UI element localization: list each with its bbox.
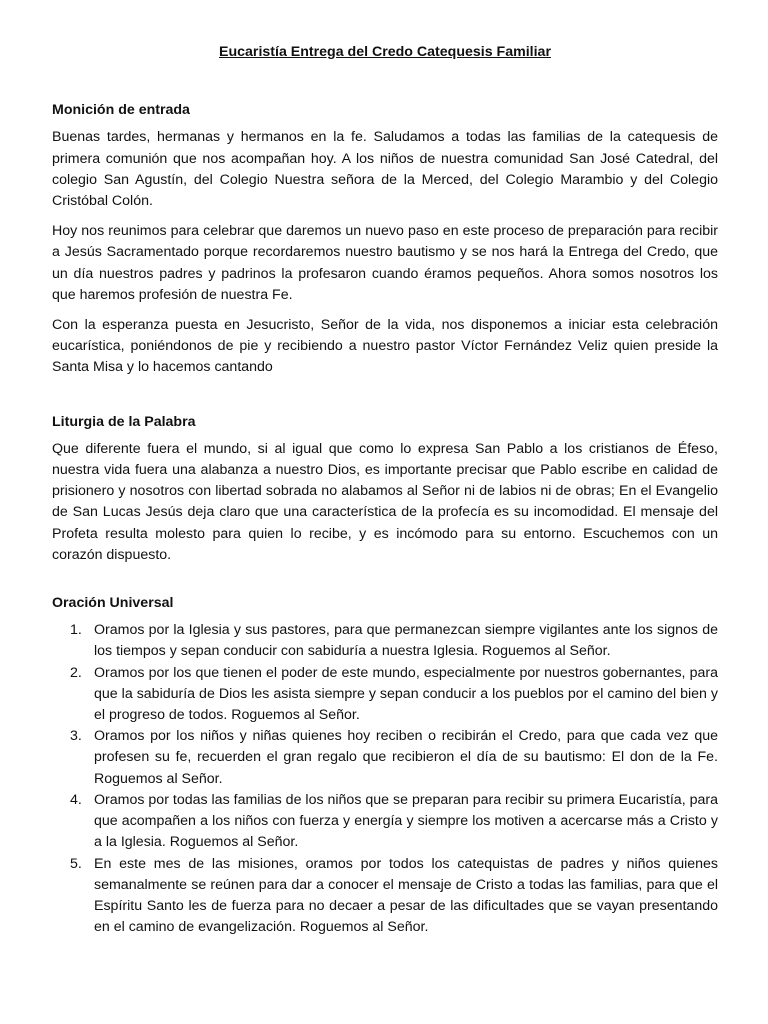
list-item bbox=[52, 663, 718, 727]
list-item-number: 2. bbox=[70, 664, 82, 681]
list-item-text: Oramos por todas las familias de los niños que se preparan para recibir su primera Eucaristía, para que acompañen a los niños con fuerza y energía y siempre los motiven a acercarse más a Cristo y a la Iglesia. Roguemos al Señor. bbox=[94, 791, 718, 851]
section-liturgia bbox=[52, 412, 718, 566]
list-item-number: 1. bbox=[70, 622, 82, 639]
section-heading-liturgia: Liturgia de la Palabra bbox=[52, 413, 196, 430]
list-item bbox=[52, 726, 718, 790]
list-item-number: 5. bbox=[70, 855, 82, 872]
list-item-text: Oramos por los niños y niñas quienes hoy reciben o recibirán el Credo, para que cada vez que profesen su fe, recuerden el gran regalo que recibieron el día de su bautismo: El don de la Fe. Roguemos al Señor. bbox=[94, 728, 718, 787]
paragraph: Con la esperanza puesta en Jesucristo, Señor de la vida, nos disponemos a iniciar esta celebración eucarística, poniéndonos de pie y recibiendo a nuestro pastor Víctor Fernández Veliz quien preside la Santa Misa y lo hacemos cantando bbox=[52, 317, 718, 376]
list-item bbox=[52, 790, 718, 854]
section-oracion bbox=[52, 593, 718, 938]
spacer bbox=[52, 575, 718, 593]
list-item-text: Oramos por los que tienen el poder de este mundo, especialmente por nuestros gobernantes, para que la sabiduría de Dios les asista siempre y sepan conducir a los pueblos por el camino del bien y el progreso de todos. Roguemos al Señor. bbox=[94, 664, 718, 724]
section-heading-monicion: Monición de entrada bbox=[52, 102, 190, 119]
list-item-number: 3. bbox=[70, 728, 82, 745]
prayer-list bbox=[52, 620, 718, 938]
document-page bbox=[52, 42, 718, 938]
section-heading-oracion: Oración Universal bbox=[52, 595, 174, 612]
list-item bbox=[52, 620, 718, 662]
paragraph: Que diferente fuera el mundo, si al igual que como lo expresa San Pablo a los cristianos de Éfeso, nuestra vida fuera una alabanza a nuestro Dios, es importante precisar que Pablo escribe en calidad de prisionero y nosotros con libertad sobrada no alabamos al Señor ni de labios ni de obras; En el Evangelio de San Lucas Jesús deja claro que una característica de la profecía es su incomodidad. El mensaje del Profeta resulta molesto para quien lo recibe, y es incómodo para su entorno. Escuchemos con un corazón dispuesto. bbox=[52, 440, 718, 563]
paragraph: Buenas tardes, hermanas y hermanos en la fe. Saludamos a todas las familias de la catequesis de primera comunión que nos acompañan hoy. A los niños de nuestra comunidad San José Catedral, del colegio San Agustín, del Colegio Nuestra señora de la Merced, del Colegio Marambio y del Colegio Cristóbal Colón. bbox=[52, 129, 718, 210]
spacer bbox=[52, 388, 718, 412]
section-monicion bbox=[52, 100, 718, 378]
list-item-text: En este mes de las misiones, oramos por todos los catequistas de padres y niños quienes semanalmente se reúnen para dar a conocer el mensaje de Cristo a todas las familias, para que el Espíritu Santo les de fuerza para no decaer a pesar de las dificultades que se vayan presentando en el camino de evangelización. Roguemos al Señor. bbox=[94, 855, 718, 936]
list-item-text: Oramos por la Iglesia y sus pastores, para que permanezcan siempre vigilantes ante los signos de los tiempos y sepan conducir con sabiduría a nuestra Iglesia. Roguemos al Señor. bbox=[94, 622, 718, 660]
list-item bbox=[52, 854, 718, 939]
paragraph: Hoy nos reunimos para celebrar que daremos un nuevo paso en este proceso de preparación para recibir a Jesús Sacramentado porque recordaremos nuestro bautismo y se nos hará la Entrega del Credo, que un día nuestros padres y padrinos la profesaron cuando éramos pequeños. Ahora somos nosotros los que haremos profesión de nuestra Fe. bbox=[52, 223, 718, 303]
document-title: Eucaristía Entrega del Credo Catequesis Familiar bbox=[219, 44, 551, 60]
list-item-number: 4. bbox=[70, 791, 82, 808]
